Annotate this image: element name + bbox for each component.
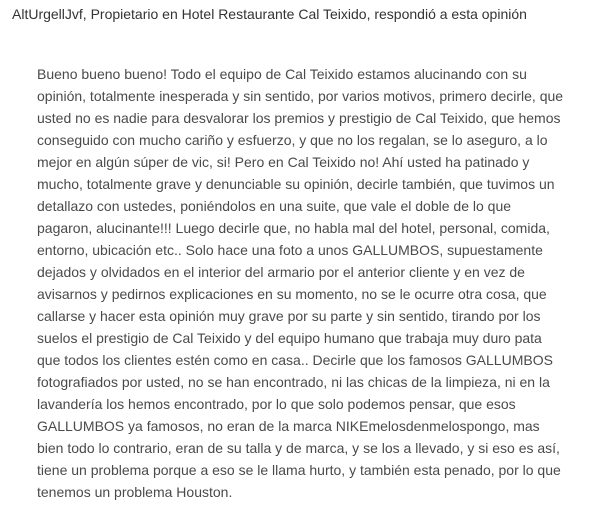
response-body: Bueno bueno bueno! Todo el equipo de Cal Teixido estamos alucinando con su opinión, totalmente inesperada y sin sentido, por varios motivos, primero decirle, que usted no es nadie para desvalorar los premios y prestigio de Cal Teixido, que hemos conseguido con mucho cariño y esfuerzo, y que no los regalan, se lo aseguro, a lo mejor en algún súper de vic, si! Pero en Cal Teixido no! Ahí usted ha patinado y mucho, totalmente grave y denunciable su opinión, decirle también, que tuvimos un detallazo con ustedes, poniéndolos en una suite, que vale el doble de lo que pagaron, alucinante!!! Luego decirle que, no habla mal del hotel, personal, comida, entorno, ubicación etc.. Solo hace una foto a unos GALLUMBOS, supuestamente dejados y olvidados en el interior del armario por el anterior cliente y en vez de avisarnos y pedirnos explicaciones en su momento, no se le ocurre otra cosa, que callarse y hacer esta opinión muy grave por su parte y sin sentido, tirando por los suelos el prestigio de Cal Teixido y del equipo humano que trabaja muy duro pata que todos los clientes estén como en casa.. Decirle que los famosos GALLUMBOS fotografiados por usted, no se han encontrado, ni las chicas de la limpieza, ni en la lavandería los hemos encontrado, por lo que solo podemos pensar, que esos GALLUMBOS ya famosos, no eran de la marca NIKEmelosdenmelospongo, mas bien todo lo contrario, eran de su talla y de marca, y se los a llevado, y si eso es así, tiene un problema porque a eso se le llama hurto, y también esta penado, por lo que tenemos un problema Houston. [37, 66, 564, 500]
bottom-fade [0, 502, 600, 506]
response-header: AltUrgellJvf, Propietario en Hotel Restaurante Cal Teixido, respondió a esta opinión [12, 6, 527, 22]
